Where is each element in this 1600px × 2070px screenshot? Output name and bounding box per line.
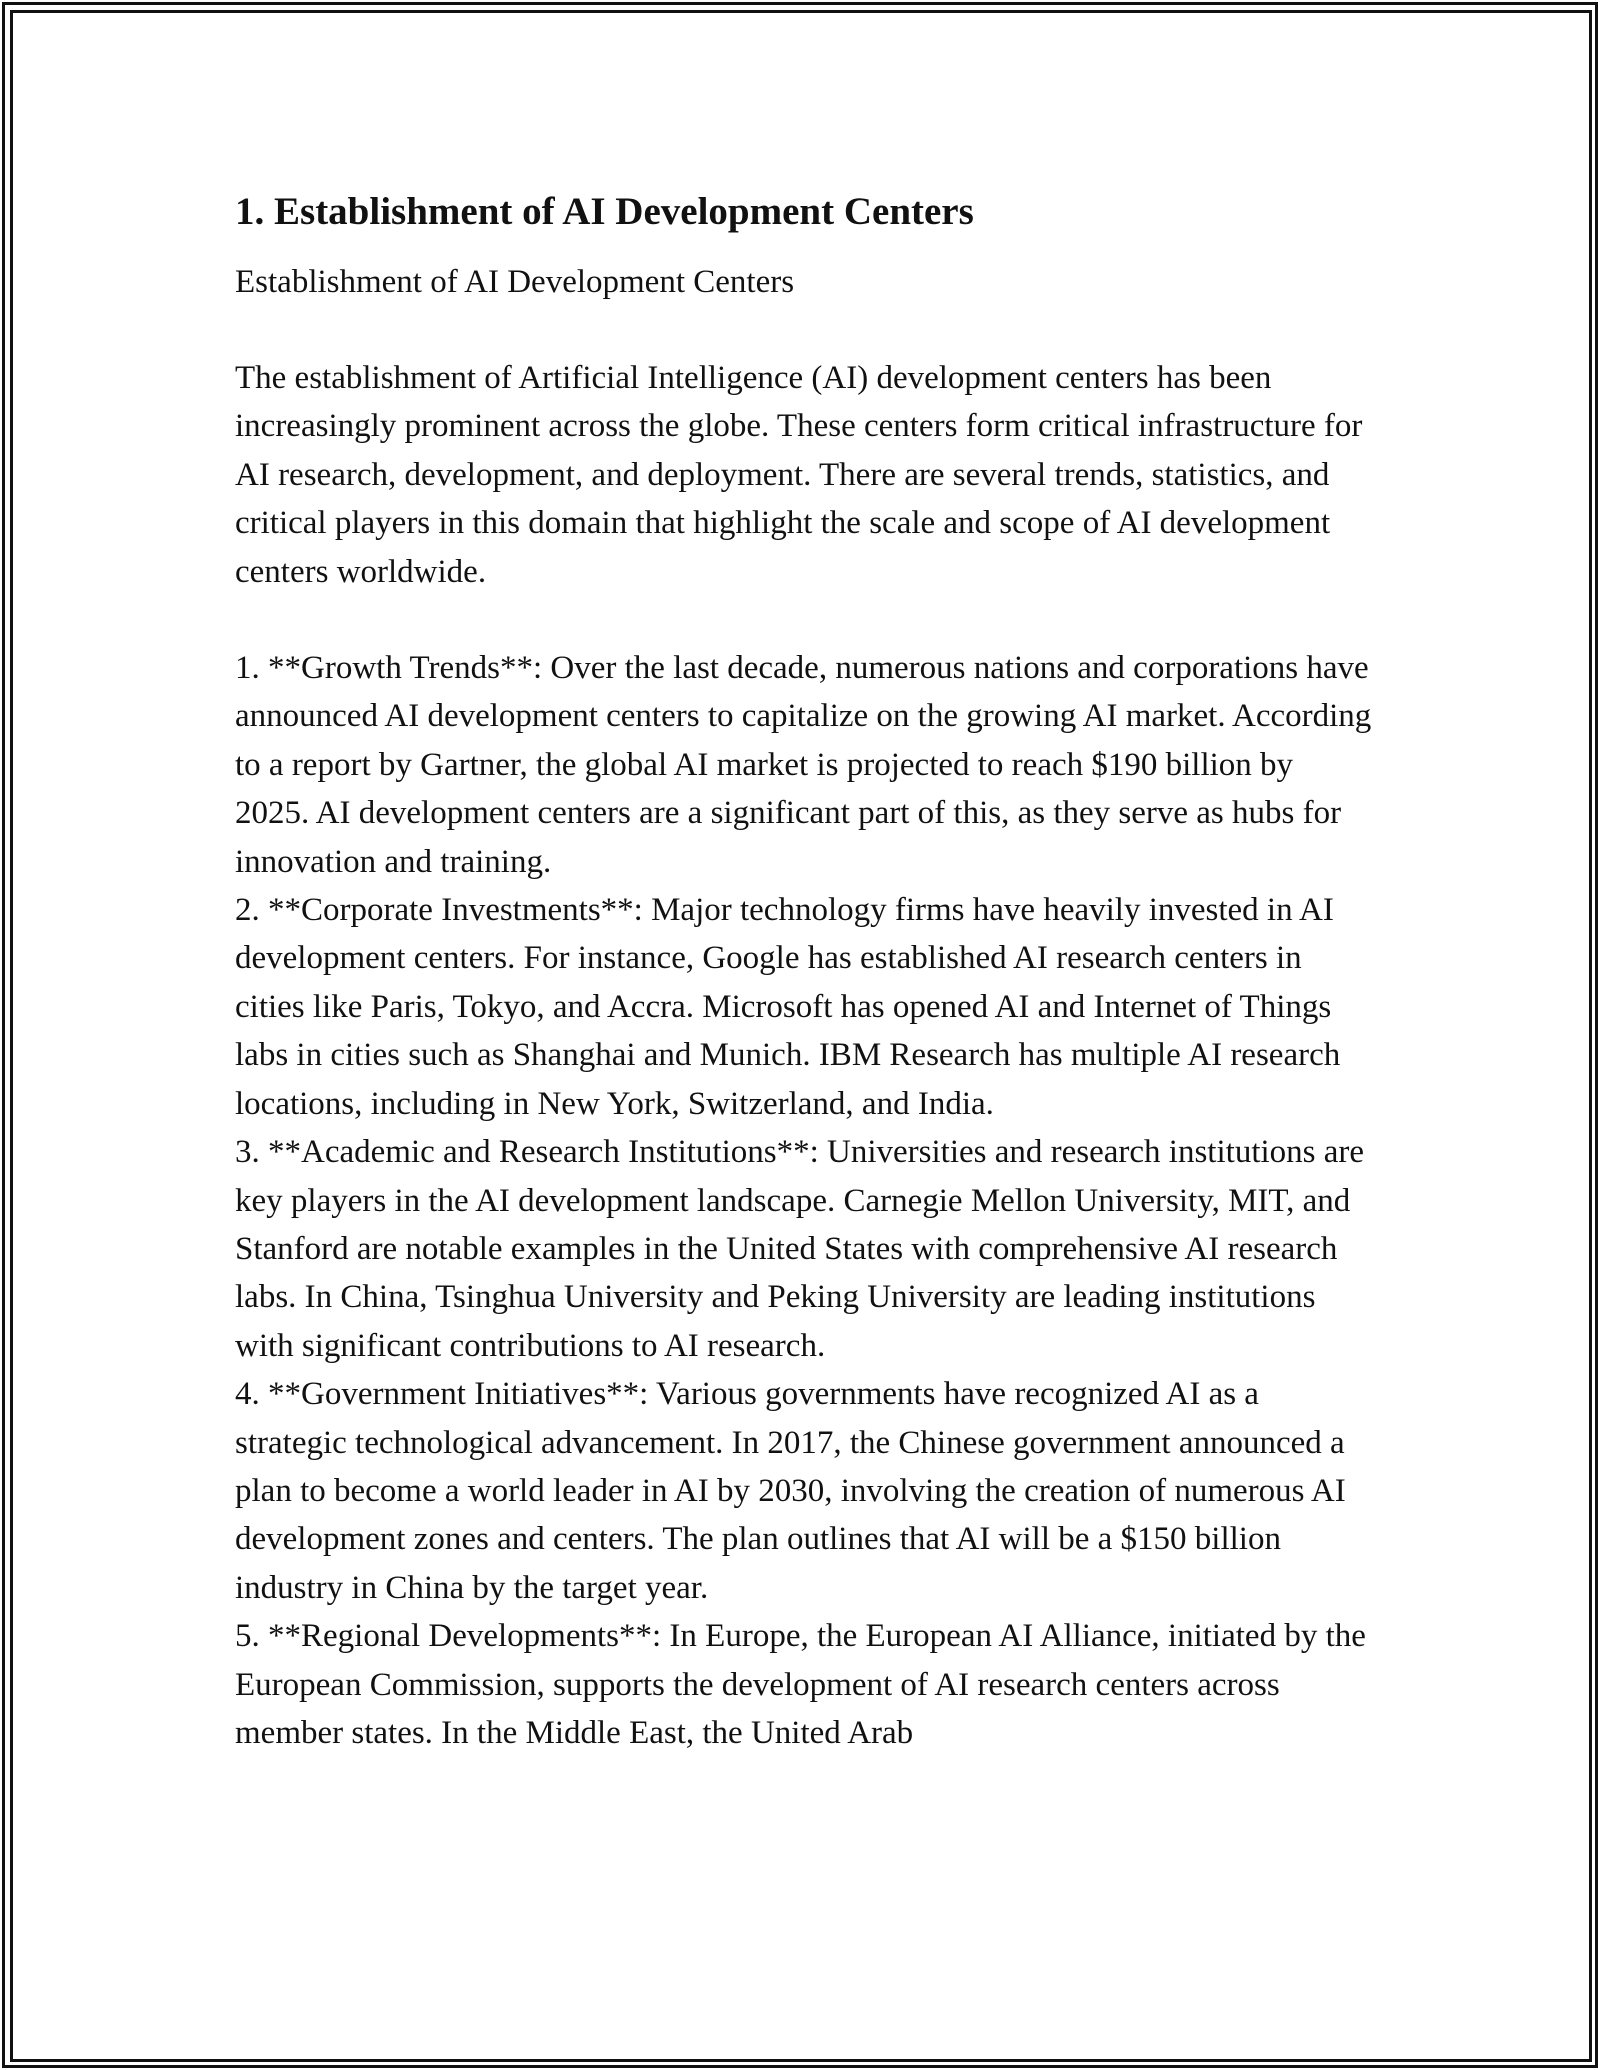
list-item-corporate-investments: 2. **Corporate Investments**: Major technology firms have heavily invested in AI development centers. For instance, Google has established AI research centers in cities like Paris, Tokyo, and Accra. Microsoft has opened AI and Internet of Things labs in cities such as Shanghai and Munich. IBM Research has multiple AI research locations, including in New York, Switzerland, and India. (235, 892, 1341, 1122)
list-item-academic-institutions: 3. **Academic and Research Institutions**: Universities and research institutions are key players in the AI development landscape. Carnegie Mellon University, MIT, and Stanford are notable examples in the United States with comprehensive AI research labs. In China, Tsinghua University and Peking University are leading institutions with significant contributions to AI research. (235, 1134, 1365, 1364)
document-content (235, 186, 1375, 1757)
section-heading: 1. Establishment of AI Development Centers (235, 190, 974, 233)
intro-paragraph: The establishment of Artificial Intelligence (AI) development centers has been increasingly prominent across the globe. These centers form critical infrastructure for AI research, development, and deployment. There are several trends, statistics, and critical players in this domain that highlight the scale and scope of AI development centers worldwide. (235, 360, 1363, 590)
list-item-regional-developments: 5. **Regional Developments**: In Europe, the European AI Alliance, initiated by the European Commission, supports the development of AI research centers across member states. In the Middle East, the United Arab (235, 1618, 1366, 1751)
section-subheading: Establishment of AI Development Centers (235, 264, 795, 300)
list-item-government-initiatives: 4. **Government Initiatives**: Various governments have recognized AI as a strategic technological advancement. In 2017, the Chinese government announced a plan to become a world leader in AI by 2030, involving the creation of numerous AI development zones and centers. The plan outlines that AI will be a $150 billion industry in China by the target year. (235, 1376, 1346, 1606)
numbered-list (235, 644, 1375, 1757)
list-item-growth-trends: 1. **Growth Trends**: Over the last decade, numerous nations and corporations have announced AI development centers to capitalize on the growing AI market. According to a report by Gartner, the global AI market is projected to reach $190 billion by 2025. AI development centers are a significant part of this, as they serve as hubs for innovation and training. (235, 650, 1372, 880)
